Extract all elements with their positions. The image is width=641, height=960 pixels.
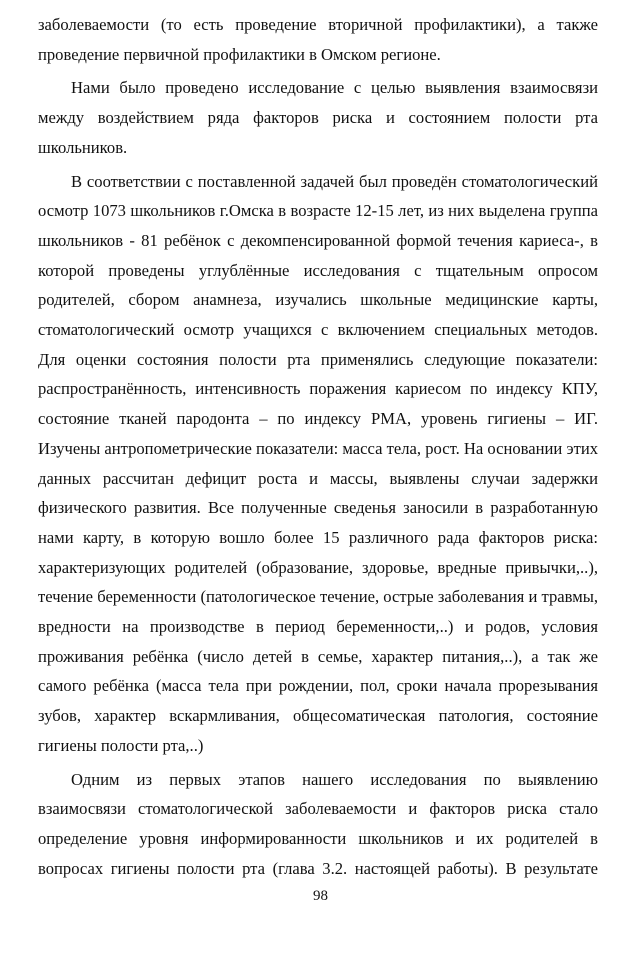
- paragraph-3-line-7: методов. Для оценки состояния полости рта применялись следующие: [38, 320, 598, 369]
- paragraph-2-line-3: школьников.: [38, 137, 128, 157]
- paragraph-3-line-10: гигиены – ИГ. Изучены антропометрические показатели: масса тела, рост. На: [38, 409, 598, 458]
- paragraph-2-line-2: между воздействием ряда факторов риска и состоянием полости рта: [38, 108, 598, 128]
- paragraph-3-line-9: индексу КПУ, состояние тканей пародонта – по индексу РМА, уровень: [38, 379, 598, 429]
- paragraph-3-line-3: группа школьников - 81 ребёнок с декомпенсированной формой течения: [38, 201, 598, 250]
- paragraph-2: [38, 73, 598, 162]
- paragraph-3-line-5: опросом родителей, сбором анамнеза, изучались школьные медицинские: [38, 260, 598, 310]
- paragraph-3-line-8: показатели: распространённость, интенсивность поражения кариесом по: [38, 349, 598, 399]
- paragraph-3-line-15: привычки,..), течение беременности (патологическое течение, острые: [38, 557, 598, 607]
- paragraph-3-line-11: основании этих данных рассчитан дефицит роста и массы, выявлены случаи: [38, 438, 598, 488]
- paragraph-4-line-1: Одним из первых этапов нашего исследования по выявлению: [71, 769, 598, 789]
- paragraph-3-line-18: питания,..), а так же самого ребёнка (масса тела при рождении, пол, сроки: [38, 646, 598, 696]
- paragraph-1: [38, 10, 598, 69]
- paragraph-1-line-1: заболеваемости (то есть проведение вторичной профилактики), а также: [38, 15, 598, 34]
- paragraph-2-line-1: Нами было проведено исследование с целью выявления взаимосвязи: [71, 78, 598, 98]
- paragraph-3-line-2: осмотр 1073 школьников г.Омска в возрасте 12-15 лет, из них выделена: [38, 201, 550, 221]
- paragraph-3-line-20: патология, состояние гигиены полости рта,..): [38, 706, 598, 755]
- paragraph-1-line-2: проведение первичной профилактики в Омском регионе.: [38, 44, 441, 64]
- paragraph-4-line-4: вопросах гигиены полости рта (глава 3.2. настоящей работы). В результате: [38, 858, 598, 878]
- document-page: [38, 10, 598, 883]
- paragraph-3-line-19: начала прорезывания зубов, характер вскармливания, общесоматическая: [38, 676, 598, 726]
- paragraph-3-line-13: разработанную нами карту, в которую вошло более 15 различного рада: [38, 498, 598, 547]
- paragraph-3-line-14: факторов риска: характеризующих родителей (образование, здоровье, вредные: [38, 527, 599, 577]
- paragraph-3-line-17: родов, условия проживания ребёнка (число детей в семье, характер: [38, 617, 598, 666]
- paragraph-3-line-6: карты, стоматологический осмотр учащихся с включением специальных: [38, 290, 598, 340]
- paragraph-3-line-16: заболевания и травмы, вредности на производстве в период беременности,..) и: [38, 587, 599, 637]
- paragraph-4: [38, 765, 598, 884]
- paragraph-3-line-4: кариеса-, в которой проведены углублённые исследования с тщательным: [38, 230, 598, 280]
- paragraph-3-line-12: задержки физического развития. Все полученные сведенья заносили в: [38, 468, 598, 518]
- paragraph-4-line-2: взаимосвязи стоматологической заболеваемости и факторов риска стало: [38, 799, 598, 819]
- paragraph-3: [38, 167, 598, 761]
- paragraph-4-line-3: определение уровня информированности школьников и их родителей в: [38, 828, 598, 848]
- page-number: 98: [313, 888, 328, 904]
- paragraph-3-line-1: В соответствии с поставленной задачей был проведён стоматологический: [71, 171, 598, 191]
